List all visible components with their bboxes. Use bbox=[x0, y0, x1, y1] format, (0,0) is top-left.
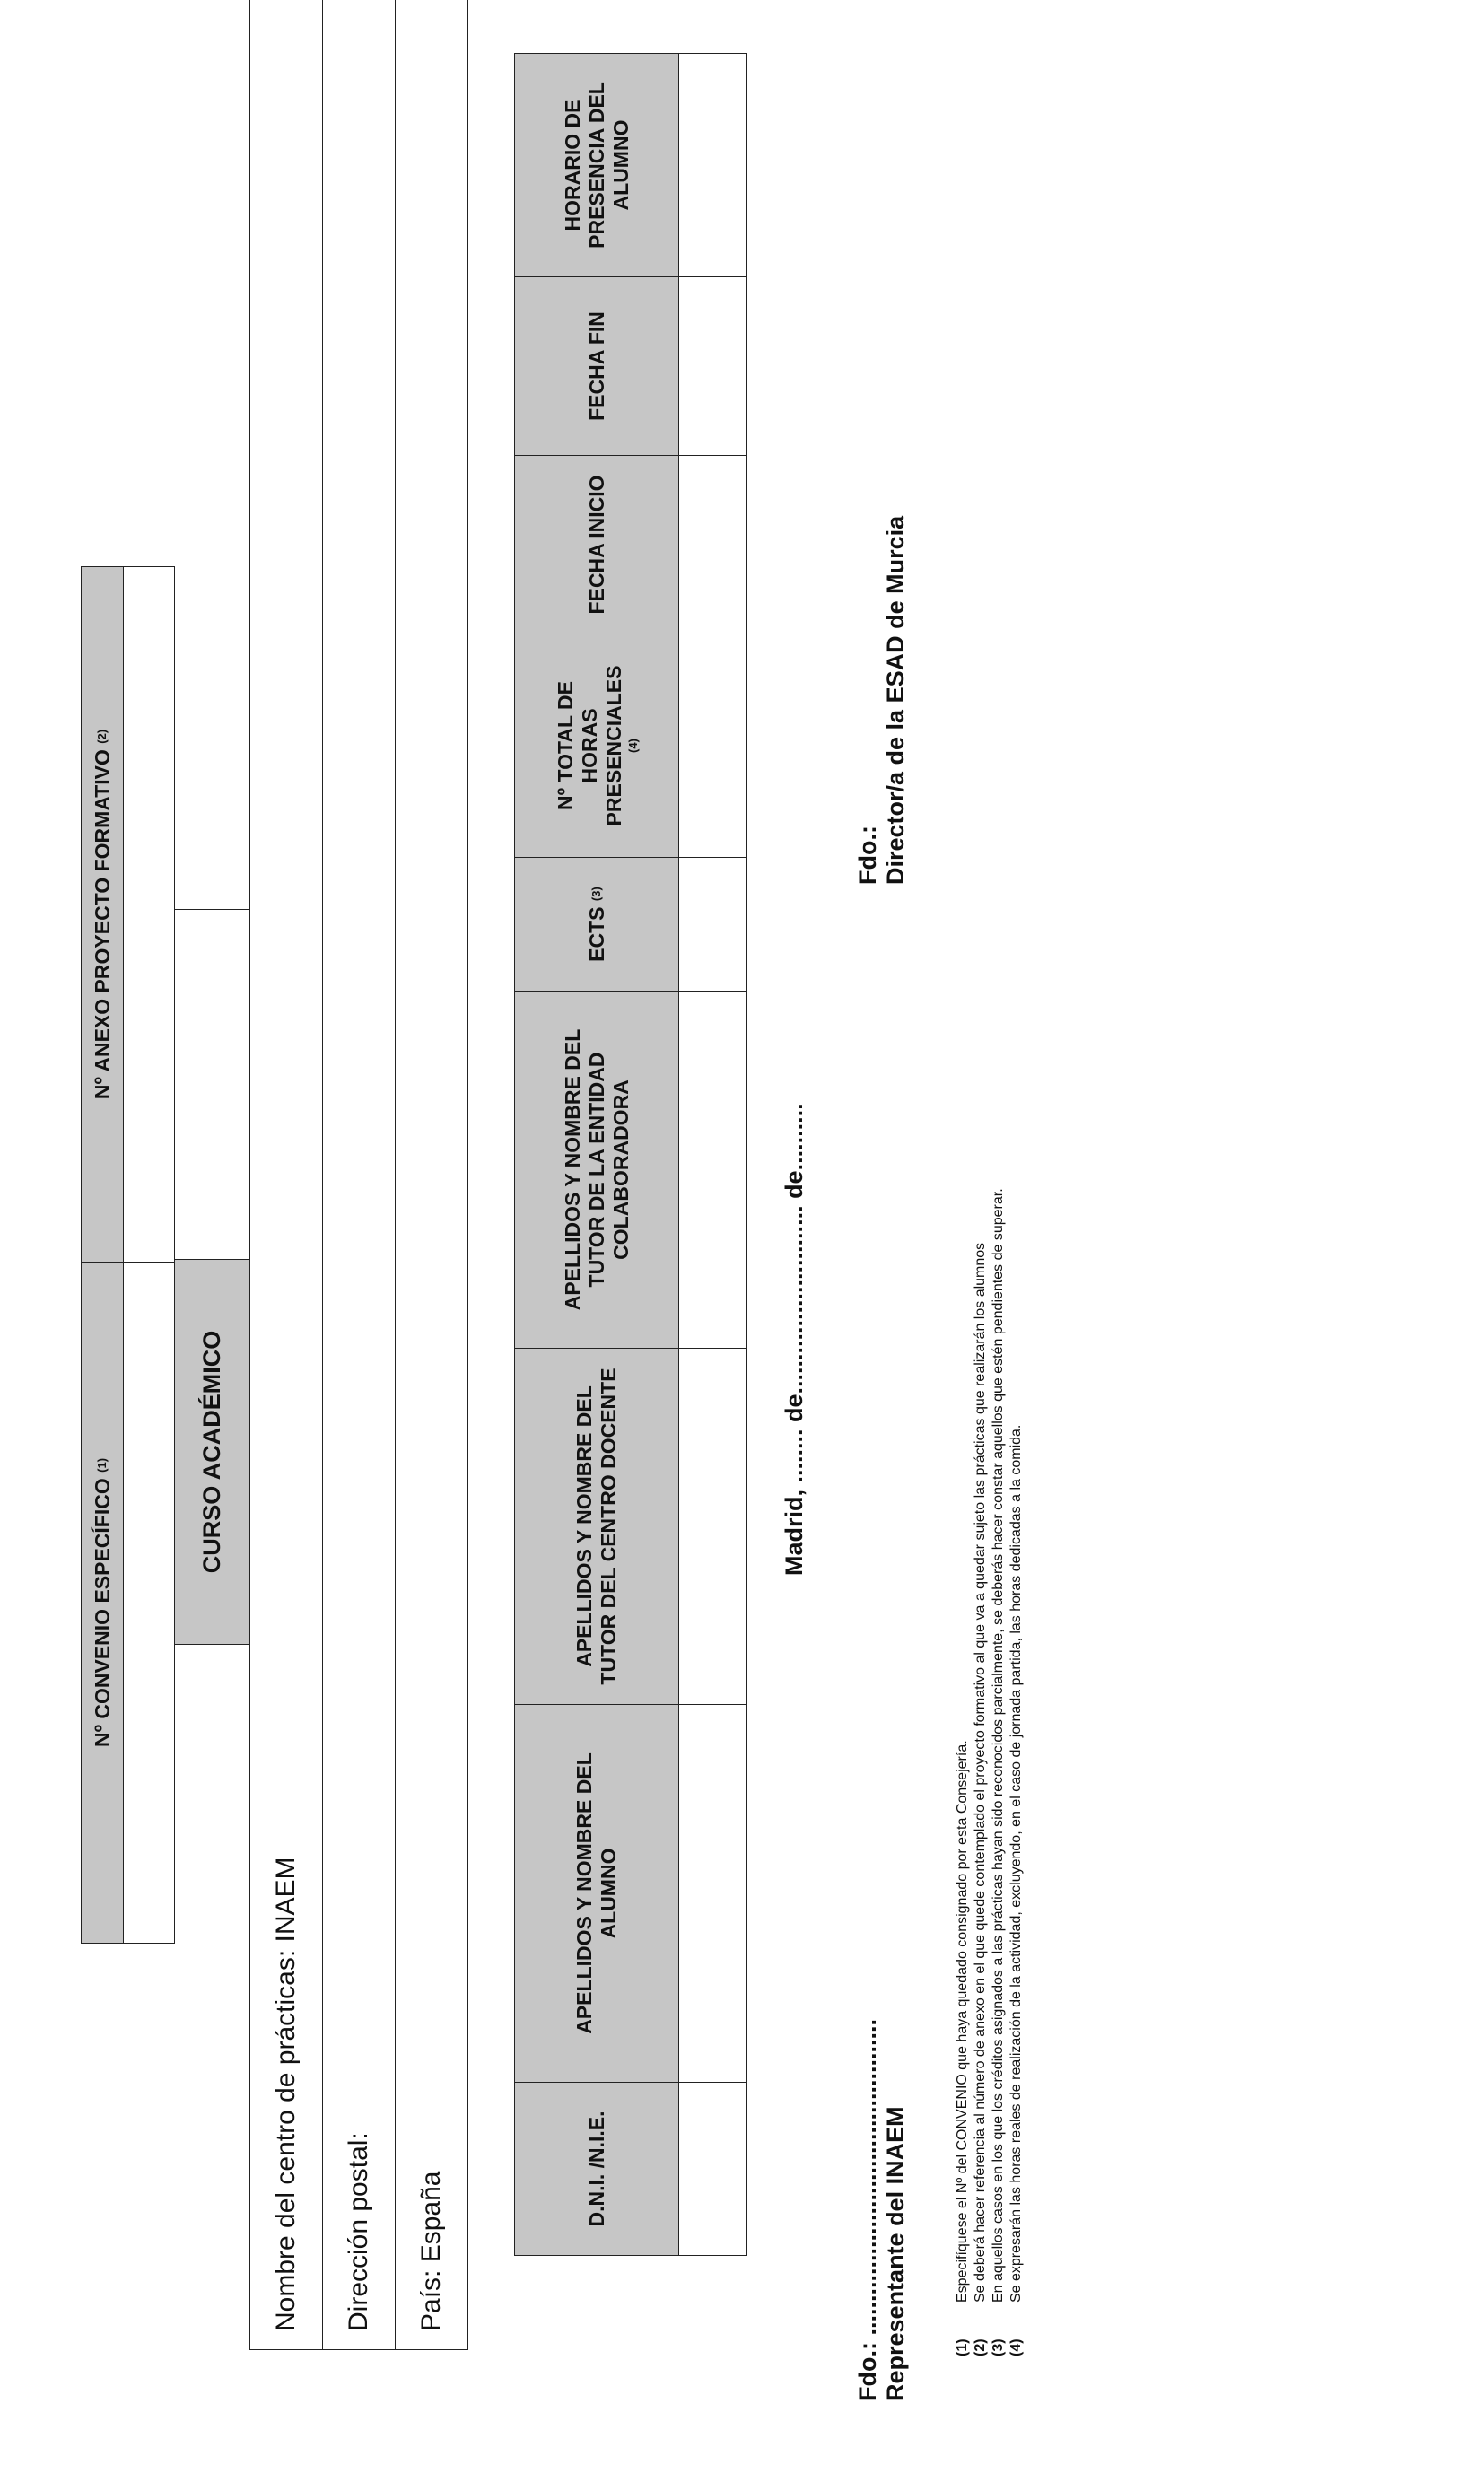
footnote-item bbox=[954, 203, 972, 2356]
footnote-num: (4) bbox=[1008, 2338, 1024, 2356]
col-tutor-docente-header bbox=[514, 1348, 679, 1705]
col-horas-label: Nº TOTAL DE HORAS PRESENCIALES bbox=[553, 665, 625, 826]
col-dni-header bbox=[514, 2082, 679, 2256]
col-alumno-label: APELLIDOS Y NOMBRE DEL ALUMNO bbox=[572, 1752, 620, 2034]
convenio-header-cell: Nº CONVENIO ESPECÍFICO (1) bbox=[81, 1262, 124, 1944]
row-ects-cell[interactable] bbox=[678, 857, 747, 992]
col-ects-label: ECTS bbox=[584, 906, 608, 962]
students-table bbox=[514, 0, 747, 2256]
row-fecha-fin-cell[interactable] bbox=[678, 276, 747, 456]
row-tutor-entidad-cell[interactable] bbox=[678, 991, 747, 1349]
footnote-num: (2) bbox=[973, 2338, 988, 2356]
centre-name-label: Nombre del centro de prácticas: INAEM bbox=[271, 1857, 301, 2331]
col-horas-header bbox=[514, 634, 679, 858]
convenio-label: Nº CONVENIO ESPECÍFICO bbox=[90, 1478, 114, 1748]
row-alumno-cell[interactable] bbox=[678, 1704, 747, 2083]
col-fecha-inicio-label: FECHA INICIO bbox=[584, 475, 608, 615]
col-dni-label: D.N.I. /N.I.E. bbox=[584, 2111, 608, 2227]
centre-country-row[interactable] bbox=[395, 0, 468, 2350]
anexo-header-cell: Nº ANEXO PROYECTO FORMATIVO (2) bbox=[81, 566, 124, 1263]
col-fecha-fin-label: FECHA FIN bbox=[584, 311, 608, 421]
col-tutor-docente-label: APELLIDOS Y NOMBRE DEL TUTOR DEL CENTRO DOCENTE bbox=[572, 1368, 620, 1685]
footnote-item bbox=[1008, 203, 1026, 2356]
footnote-text: Especifíquese el Nº del CONVENIO que haya quedado consignado por esta Consejería. bbox=[955, 1740, 970, 2303]
convenio-value-cell[interactable] bbox=[123, 1262, 175, 1944]
centre-country-label: País: España bbox=[416, 2171, 446, 2331]
col-fecha-inicio-header bbox=[514, 455, 679, 634]
footnote-item bbox=[990, 203, 1008, 2356]
footnote-text: En aquellos casos en los que los créditos asignados a las prácticas hayan sido reconocidos parcialmente, se deberás hacer constar aquellos que estén pendientes de superar. bbox=[991, 1188, 1006, 2303]
row-tutor-docente-cell[interactable] bbox=[678, 1348, 747, 1705]
curso-label: CURSO ACADÉMICO bbox=[197, 1330, 225, 1574]
anexo-label: Nº ANEXO PROYECTO FORMATIVO bbox=[90, 749, 114, 1100]
col-alumno-header bbox=[514, 1704, 679, 2083]
right-signature-role: Director/a de la ESAD de Murcia bbox=[882, 515, 909, 885]
footnotes bbox=[954, 203, 1034, 2356]
left-signature-fdo: Fdo.: ............................................... bbox=[854, 2018, 881, 2401]
centre-address-row[interactable] bbox=[322, 0, 396, 2350]
right-signature-fdo: Fdo.: bbox=[854, 826, 881, 885]
anexo-value-cell[interactable] bbox=[123, 566, 175, 1263]
centre-address-label: Dirección postal: bbox=[344, 2132, 373, 2331]
footnote-text: Se expresarán las horas reales de realización de la actividad, excluyendo, en el caso de jornada partida, las horas dedicadas a la comida. bbox=[1008, 1424, 1024, 2303]
centre-name-row[interactable] bbox=[249, 0, 323, 2350]
col-horario-label: HORARIO DE PRESENCIA DEL ALUMNO bbox=[560, 82, 633, 249]
curso-value-cell[interactable] bbox=[174, 909, 249, 1260]
curso-header-cell bbox=[174, 1259, 249, 1645]
footnote-num: (1) bbox=[955, 2338, 970, 2356]
footnote-num: (3) bbox=[991, 2338, 1006, 2356]
col-horario-header bbox=[514, 53, 679, 277]
left-signature-role: Representante del INAEM bbox=[882, 2106, 909, 2401]
row-horas-cell[interactable] bbox=[678, 634, 747, 858]
right-signature-block bbox=[854, 77, 917, 885]
left-signature-block bbox=[854, 1594, 917, 2401]
row-horario-cell[interactable] bbox=[678, 53, 747, 277]
col-fecha-fin-header bbox=[514, 276, 679, 456]
row-fecha-inicio-cell[interactable] bbox=[678, 455, 747, 634]
col-tutor-entidad-label: APELLIDOS Y NOMBRE DEL TUTOR DE LA ENTIDAD COLABORADORA bbox=[560, 1028, 633, 1311]
footnote-text: Se deberá hacer referencia al número de anexo en el que quede contemplado el proyecto formativo al que va a quedar sujeto las prácticas que realizarán los alumnos bbox=[973, 1242, 988, 2303]
row-dni-cell[interactable] bbox=[678, 2082, 747, 2256]
col-ects-header: ECTS (3) bbox=[514, 857, 679, 992]
place-date-line bbox=[781, 499, 811, 1576]
footnote-item bbox=[972, 203, 990, 2356]
place-date-text: Madrid, ........ de............................ de.......... bbox=[781, 1103, 807, 1576]
col-tutor-entidad-header bbox=[514, 991, 679, 1349]
col-horas-ref: (4) bbox=[625, 739, 640, 753]
